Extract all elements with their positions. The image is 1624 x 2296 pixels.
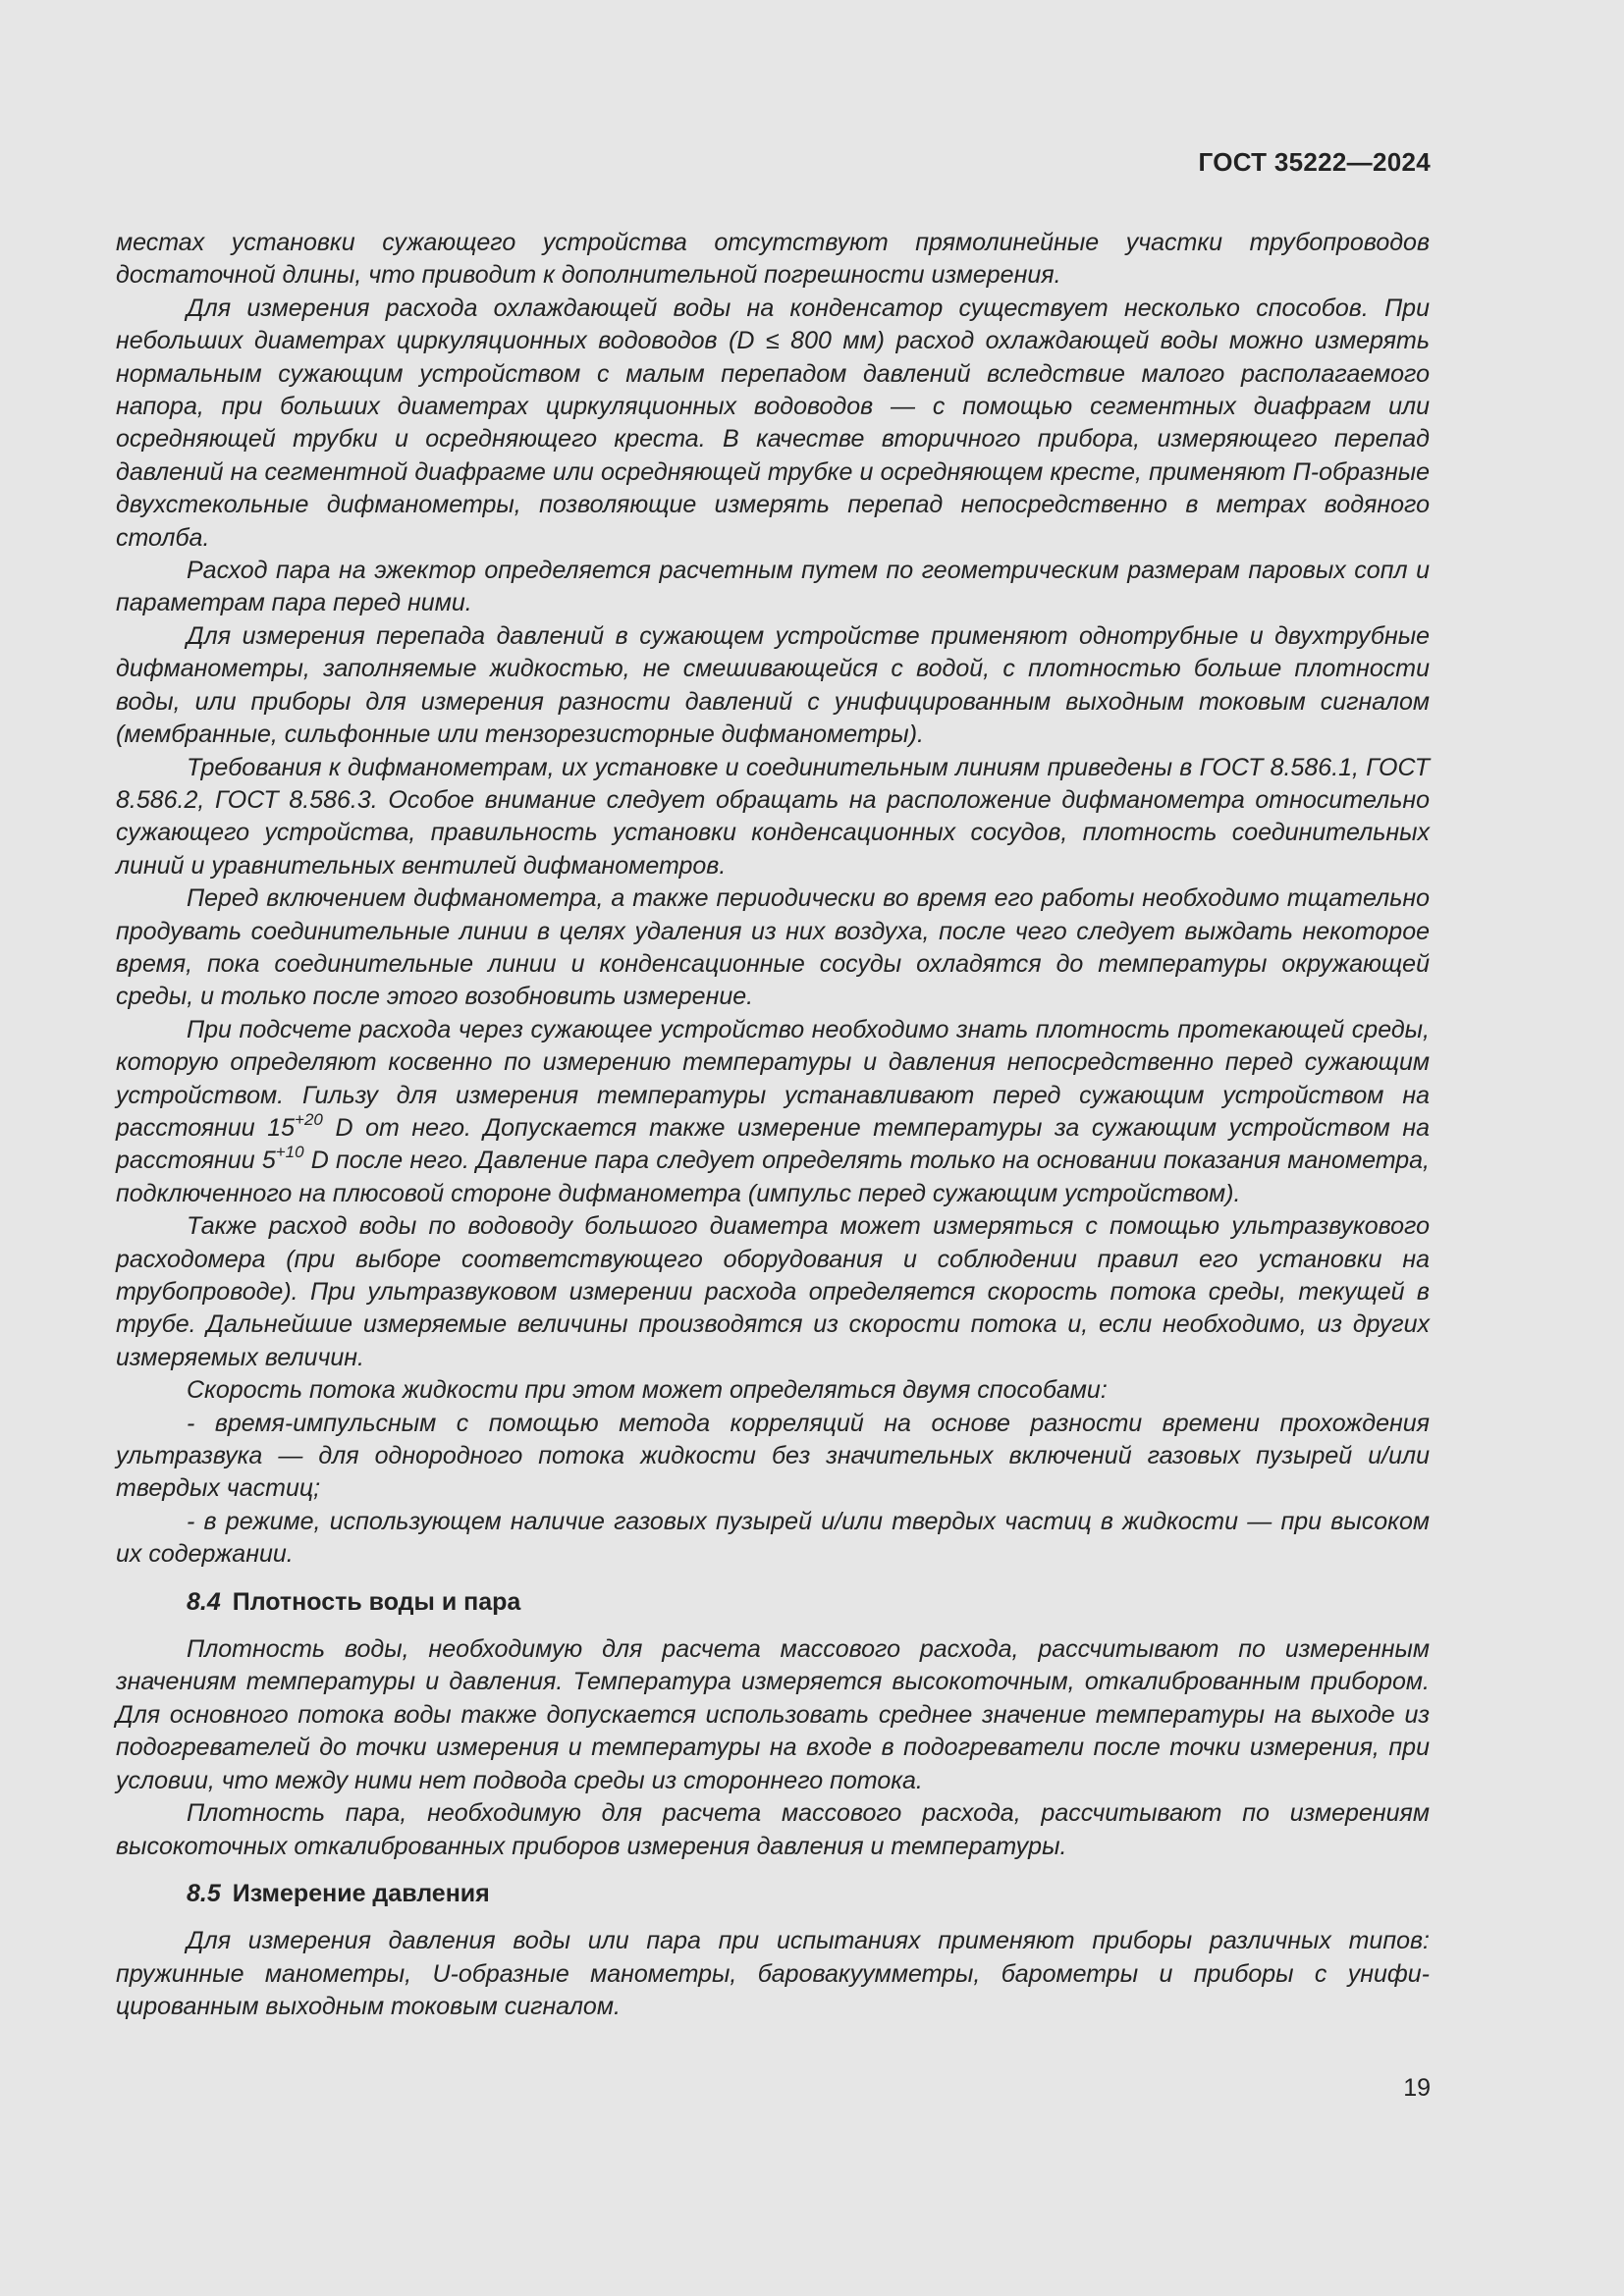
text-run: При подсчете расхода через сужающее устройство необходимо знать плотность протекающей среды, которую определяют косвенно по измерению температуры и давления непосредственно перед сужающим устройством. Гильзу для измерения температуры устанавливают перед сужающим устройством на расстоянии 15 [116, 1015, 1430, 1142]
paragraph: Для измерения расхода охлаждающей воды на конденсатор существует несколько способов. При небольших диаметрах циркуляционных водоводов (D ≤ 800 мм) расход охлаждающей воды можно измерять нормальным сужающим устройством с малым перепадом давлений вследствие малого располагаемого напора, при больших диаметрах циркуляционных водоводов — с помощью сегментных диафрагм или осредняющей трубки и осредняющего креста. В качестве вторичного прибора, измеряющего перепад давлений на сегментной диафрагме или осредняющей трубке и осредняющем кресте, применяют П-образные двухстекольные дифманометры, позволяющие измерять перепад непосредственно в метрах водяного столба. [116, 294, 1430, 552]
list-item: - в режиме, использующем наличие газовых пузырей и/или твердых частиц в жидкости — при высоком их содержании. [116, 1507, 1430, 1569]
text-run: D после него. Давление пара следует определять только на основании показания манометра, подключенного на плюсовой стороне дифманометра (импульс перед сужающим устройством). [116, 1147, 1430, 1207]
superscript-tolerance: +10 [275, 1143, 304, 1162]
paragraph: Для измерения давления воды или пара при испытаниях применяют приборы различных типов: пружинные манометры, U-образные манометры, баровакуумметры, барометры и приборы с унифицированным выходным токовым сигналом. [116, 1927, 1430, 2021]
section-title: Измерение давления [232, 1879, 490, 1907]
paragraph: Требования к дифманометрам, их установке и соединительным линиям приведены в ГОСТ 8.586.1, ГОСТ 8.586.2, ГОСТ 8.586.3. Особое внимание следует обращать на расположение дифманометра относительно сужающего устройства, правильность установки конденсационных сосудов, плотность соединительных линий и уравнительных вентилей дифманометров. [116, 753, 1430, 880]
document-header: ГОСТ 35222—2024 [1198, 147, 1431, 177]
section-heading-8-5 [116, 1878, 1430, 1910]
paragraph: Для измерения перепада давлений в сужающем устройстве применяют однотрубные и двухтрубные дифманометры, заполняемые жидкостью, не смешивающейся с водой, с плотностью больше плотности воды, или приборы для измерения разности давлений с унифицированным выходным токовым сигналом (мембранные, сильфонные или тензорезисторные дифманометры). [116, 621, 1430, 749]
paragraph-density-measurement [116, 1014, 1430, 1210]
paragraph: Перед включением дифманометра, а также периодически во время его работы необходимо тщательно продувать соединительные линии в целях удаления из них воздуха, после чего следует выждать некоторое время, пока соединительные линии и конденсационные сосуды охладятся до температуры окружающей среды, и только после этого возобновить измерение. [116, 884, 1430, 1011]
paragraph: Также расход воды по водоводу большого диаметра может измеряться с помощью ультразвукового расходомера (при выборе соответствующего оборудования и соблюдении правил его установки на трубопроводе). При ультразвуковом измерении расхода определяется скорость потока среды, текущей в трубе. Дальнейшие измеряемые величины производятся из скорости потока и, если необходимо, из других измеряемых величин. [116, 1212, 1430, 1371]
paragraph: Скорость потока жидкости при этом может определяться двумя способами: [187, 1376, 1108, 1405]
document-body [116, 227, 1430, 2024]
section-title: Плотность воды и пара [232, 1587, 521, 1616]
section-number: 8.5 [187, 1879, 221, 1907]
section-number: 8.4 [187, 1587, 221, 1616]
paragraph: Плотность пара, необходимую для расчета массового расхода, рассчитывают по измерениям высокоточных откалиброванных приборов измерения давления и температуры. [116, 1799, 1430, 1860]
superscript-tolerance: +20 [295, 1109, 323, 1129]
page-number: 19 [1403, 2074, 1431, 2102]
list-item: - время-импульсным с помощью метода корреляций на основе разности времени прохождения ультразвука — для однородного потока жидкости без значительных включений газовых пузырей и/или твердых частиц; [116, 1409, 1430, 1503]
paragraph-continuation: местах установки сужающего устройства отсутствуют прямолинейные участки трубопроводов достаточной длины, что приводит к дополнительной погрешности измерения. [116, 229, 1430, 290]
paragraph: Плотность воды, необходимую для расчета массового расхода, рассчитывают по измеренным значениям температуры и давления. Температура измеряется высокоточным, откалиброванным прибором. Для основного потока воды также допускается использовать среднее значение температуры на выходе из подогревателей до точки измерения и температуры на входе в подогреватели после точки измерения, при условии, что между ними нет подвода среды из стороннего потока. [116, 1635, 1430, 1794]
text-run: D от него. Допускается также измерение температуры за сужающим устройством на расстоянии 5 [116, 1113, 1430, 1175]
paragraph: Расход пара на эжектор определяется расчетным путем по геометрическим размерам паровых сопл и параметрам пара перед ними. [116, 557, 1430, 617]
section-heading-8-4 [116, 1586, 1430, 1619]
